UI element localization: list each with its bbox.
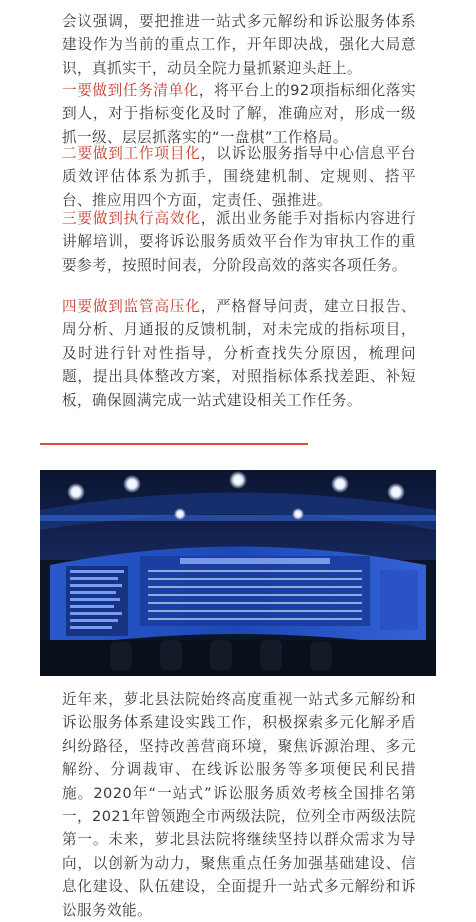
highlight-efficient-execution: 三要做到执行高效化 [62, 210, 201, 227]
paragraph-meeting-emphasis: 会议强调，要把推进一站式多元解纷和诉讼服务体系建设作为当前的重点工作，开年即决战，强化大局意识，真抓实干，动员全院力量抓紧迎头赶上。 [62, 13, 416, 77]
paragraph-efficient-execution: 三要做到执行高效化，派出业务能手对指标内容进行讲解培训，要将诉讼服务质效平台作为审执工作的重要参考，按照时间表，分阶段高效的落实各项任务。 [62, 210, 416, 274]
control-room-image [40, 470, 436, 676]
display-content [66, 556, 418, 636]
highlight-project-work: 二要做到工作项目化 [62, 145, 201, 162]
paragraph-task-list: 一要做到任务清单化，将平台上的92项指标细化落实到人，对于指标变化及时了解，准确应对，形成一级抓一级、层层抓落实的“一盘棋”工作格局。 [62, 82, 416, 146]
section-divider [40, 443, 308, 445]
highlight-high-supervision: 四要做到监管高压化 [62, 298, 201, 315]
paragraph-high-supervision: 四要做到监管高压化，严格督导问责，建立日报告、周分析、月通报的反馈机制，对未完成的指标项目，及时进行针对性指导，分析查找失分原因，梳理问题，提出具体整改方案，对照指标体系找差距、补短板，确保圆满完成一站式建设相关工作任务。 [62, 298, 416, 409]
control-room-photo [40, 470, 436, 676]
paragraph-project-work: 二要做到工作项目化，以诉讼服务指导中心信息平台质效评估体系为抓手，围绕建机制、定规则、搭平台、推应用四个方面，定责任、强推进。 [62, 145, 416, 209]
paragraph-court-achievements: 近年来，萝北县法院始终高度重视一站式多元解纷和诉讼服务体系建设实践工作，积极探索多元化解矛盾纠纷路径，坚持改善营商环境，聚焦诉源治理、多元解纷、分调裁审、在线诉讼服务等多项便民利民措施。2020年“一站式”诉讼服务质效考核全国排名第一，2021年曾领跑全市两级法院，位列全市两级法院第一。未来，萝北县法院将继续坚持以群众需求为导向，以创新为动力，聚焦重点任务加强基础建设、信息化建设、队伍建设，全面提升一站式多元解纷和诉讼服务效能。 [62, 691, 416, 919]
highlight-task-list: 一要做到任务清单化 [62, 82, 199, 99]
